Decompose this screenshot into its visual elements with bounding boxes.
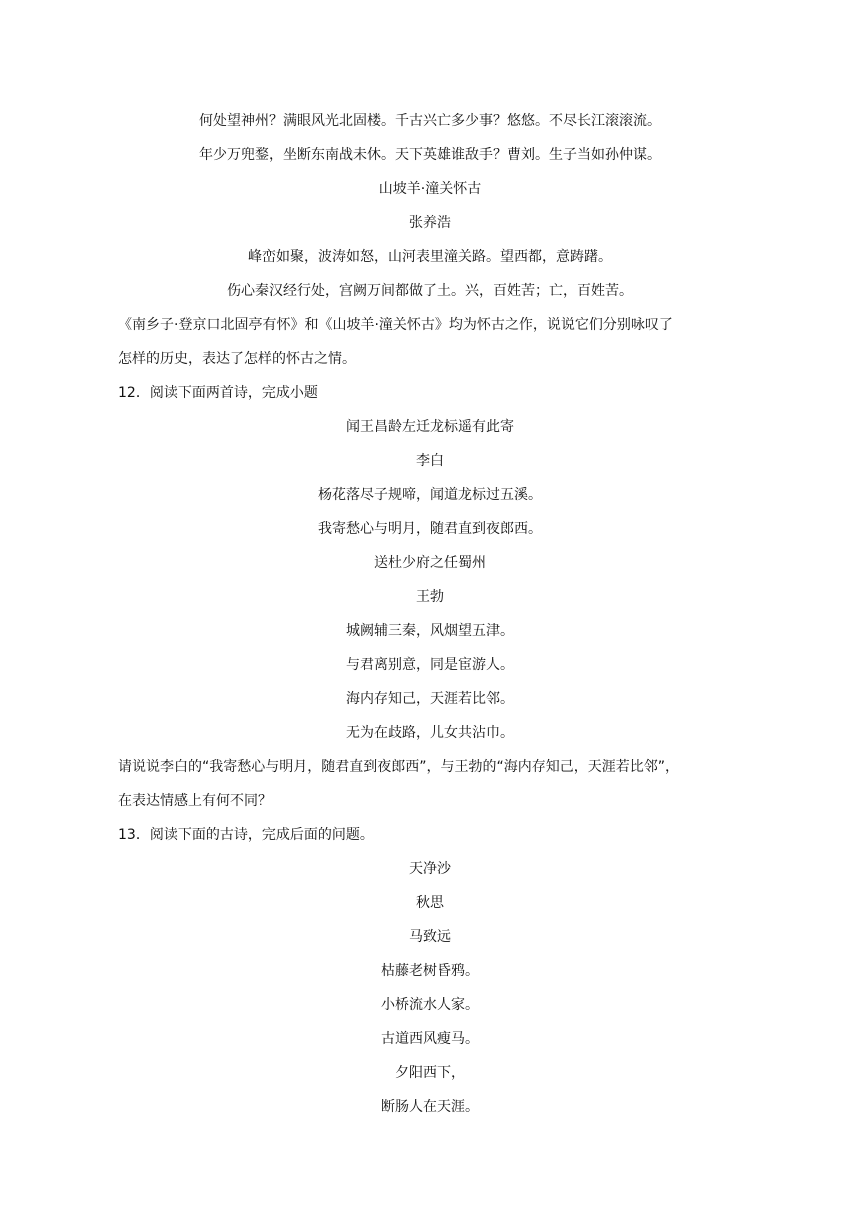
poem-author: 李白 (416, 453, 444, 469)
poem-line: 无为在歧路，儿女共沾巾。 (346, 725, 514, 741)
poem-title: 山坡羊·潼关怀古 (378, 181, 482, 197)
question-heading: 13．阅读下面的古诗，完成后面的问题。 (118, 827, 374, 843)
poem-title: 闻王昌龄左迁龙标遥有此寄 (346, 419, 514, 435)
poem-line: 小桥流水人家。 (381, 997, 479, 1013)
question-text: 在表达情感上有何不同？ (118, 793, 272, 809)
question-text: 《南乡子·登京口北固亭有怀》和《山坡羊·潼关怀古》均为怀古之作，说说它们分别咏叹了 (118, 317, 673, 333)
poem-author: 张养浩 (409, 215, 451, 231)
poem-line: 杨花落尽子规啼，闻道龙标过五溪。 (318, 487, 542, 503)
poem-line: 海内存知己，天涯若比邻。 (346, 691, 514, 707)
poem-line: 断肠人在天涯。 (381, 1099, 479, 1115)
poem-title: 天净沙 (409, 861, 451, 877)
question-text: 怎样的历史，表达了怎样的怀古之情。 (118, 351, 356, 367)
poem-line: 夕阳西下， (395, 1065, 465, 1081)
poem-line: 何处望神州？满眼风光北固楼。千古兴亡多少事？悠悠。不尽长江滚滚流。 (199, 113, 661, 129)
poem-line: 峰峦如聚，波涛如怒，山河表里潼关路。望西都，意踌躇。 (248, 249, 612, 265)
poem-line: 城阙辅三秦，风烟望五津。 (346, 623, 514, 639)
poem-author: 王勃 (416, 589, 444, 605)
question-heading: 12．阅读下面两首诗，完成小题 (118, 385, 318, 401)
poem-line: 枯藤老树昏鸦。 (381, 963, 479, 979)
poem-line: 与君离别意，同是宦游人。 (346, 657, 514, 673)
poem-line: 年少万兜鍪，坐断东南战未休。天下英雄谁敌手？曹刘。生子当如孙仲谋。 (199, 147, 661, 163)
poem-title: 送杜少府之任蜀州 (374, 555, 486, 571)
poem-author: 马致远 (409, 929, 451, 945)
poem-line: 古道西风瘦马。 (381, 1031, 479, 1047)
poem-subtitle: 秋思 (416, 895, 444, 911)
poem-line: 我寄愁心与明月，随君直到夜郎西。 (318, 521, 542, 537)
poem-line: 伤心秦汉经行处，宫阙万间都做了土。兴，百姓苦；亡，百姓苦。 (227, 283, 633, 299)
question-text: 请说说李白的“我寄愁心与明月，随君直到夜郎西”，与王勃的“海内存知己，天涯若比邻”， (118, 759, 680, 775)
